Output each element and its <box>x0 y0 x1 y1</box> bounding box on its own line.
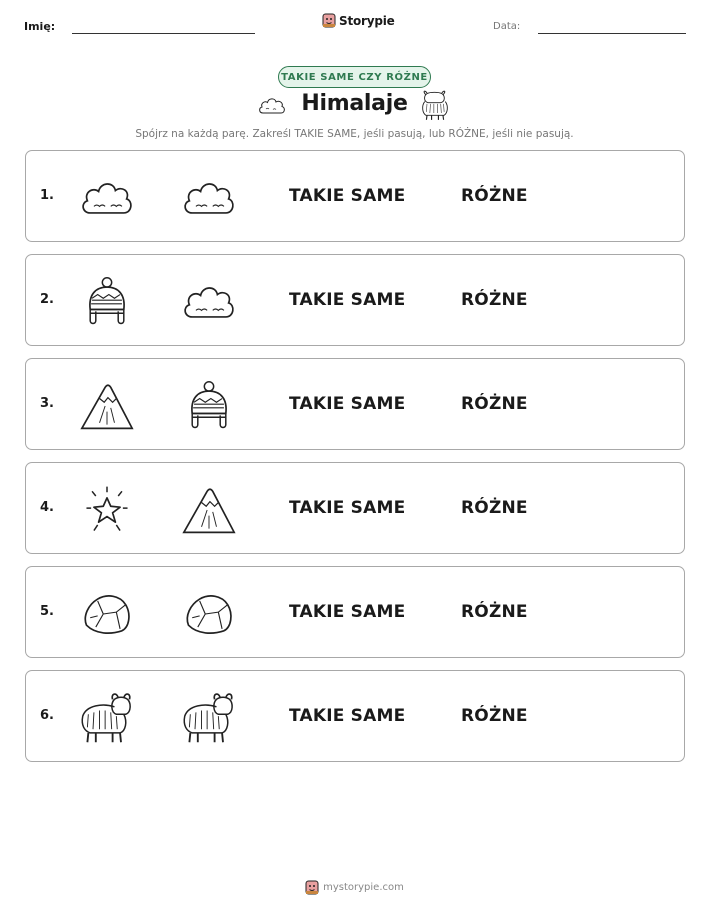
storypie-logo-icon <box>322 13 336 28</box>
page-title: Himalaje <box>301 91 408 116</box>
option-different[interactable]: RÓŻNE <box>461 498 528 518</box>
option-same[interactable]: TAKIE SAME <box>289 290 406 310</box>
exercise-row <box>25 670 685 762</box>
option-different[interactable]: RÓŻNE <box>461 186 528 206</box>
row-number: 1. <box>40 188 54 203</box>
name-label: Imię: <box>24 20 56 33</box>
exercise-row <box>25 150 685 242</box>
row-number: 6. <box>40 708 54 723</box>
option-different[interactable]: RÓŻNE <box>461 290 528 310</box>
yak-icon <box>181 691 237 745</box>
instructions: Spójrz na każdą parę. Zakreśl TAKIE SAME, jeśli pasują, lub RÓŻNE, jeśli nie pasują. <box>135 128 574 140</box>
option-same[interactable]: TAKIE SAME <box>289 602 406 622</box>
cloud-icon <box>79 171 135 225</box>
exercise-row <box>25 358 685 450</box>
row-number: 3. <box>40 396 54 411</box>
worksheet-badge: TAKIE SAME CZY RÓŻNE <box>278 66 431 88</box>
option-same[interactable]: TAKIE SAME <box>289 394 406 414</box>
row-number: 4. <box>40 500 54 515</box>
option-different[interactable]: RÓŻNE <box>461 394 528 414</box>
footer-site[interactable]: mystorypie.com <box>323 882 404 893</box>
mountain-icon <box>181 483 237 537</box>
rock-icon <box>79 587 135 641</box>
star-icon <box>79 483 135 537</box>
winter-hat-icon <box>181 379 237 433</box>
date-line[interactable] <box>538 33 686 34</box>
name-line[interactable] <box>72 33 255 34</box>
brand <box>322 13 395 28</box>
footer <box>0 880 709 895</box>
option-same[interactable]: TAKIE SAME <box>289 498 406 518</box>
option-same[interactable]: TAKIE SAME <box>289 186 406 206</box>
row-number: 5. <box>40 604 54 619</box>
yak-icon <box>79 691 135 745</box>
winter-hat-icon <box>79 275 135 329</box>
row-number: 2. <box>40 292 54 307</box>
mountain-icon <box>79 379 135 433</box>
date-label: Data: <box>493 21 521 32</box>
exercise-row <box>25 566 685 658</box>
exercise-list <box>25 150 685 774</box>
cloud-icon <box>181 275 237 329</box>
option-same[interactable]: TAKIE SAME <box>289 706 406 726</box>
option-different[interactable]: RÓŻNE <box>461 602 528 622</box>
rock-icon <box>181 587 237 641</box>
storypie-logo-icon <box>305 880 319 895</box>
exercise-row <box>25 254 685 346</box>
exercise-row <box>25 462 685 554</box>
cloud-icon <box>181 171 237 225</box>
yak-icon <box>417 89 453 121</box>
brand-name: Storypie <box>339 13 395 28</box>
option-different[interactable]: RÓŻNE <box>461 706 528 726</box>
